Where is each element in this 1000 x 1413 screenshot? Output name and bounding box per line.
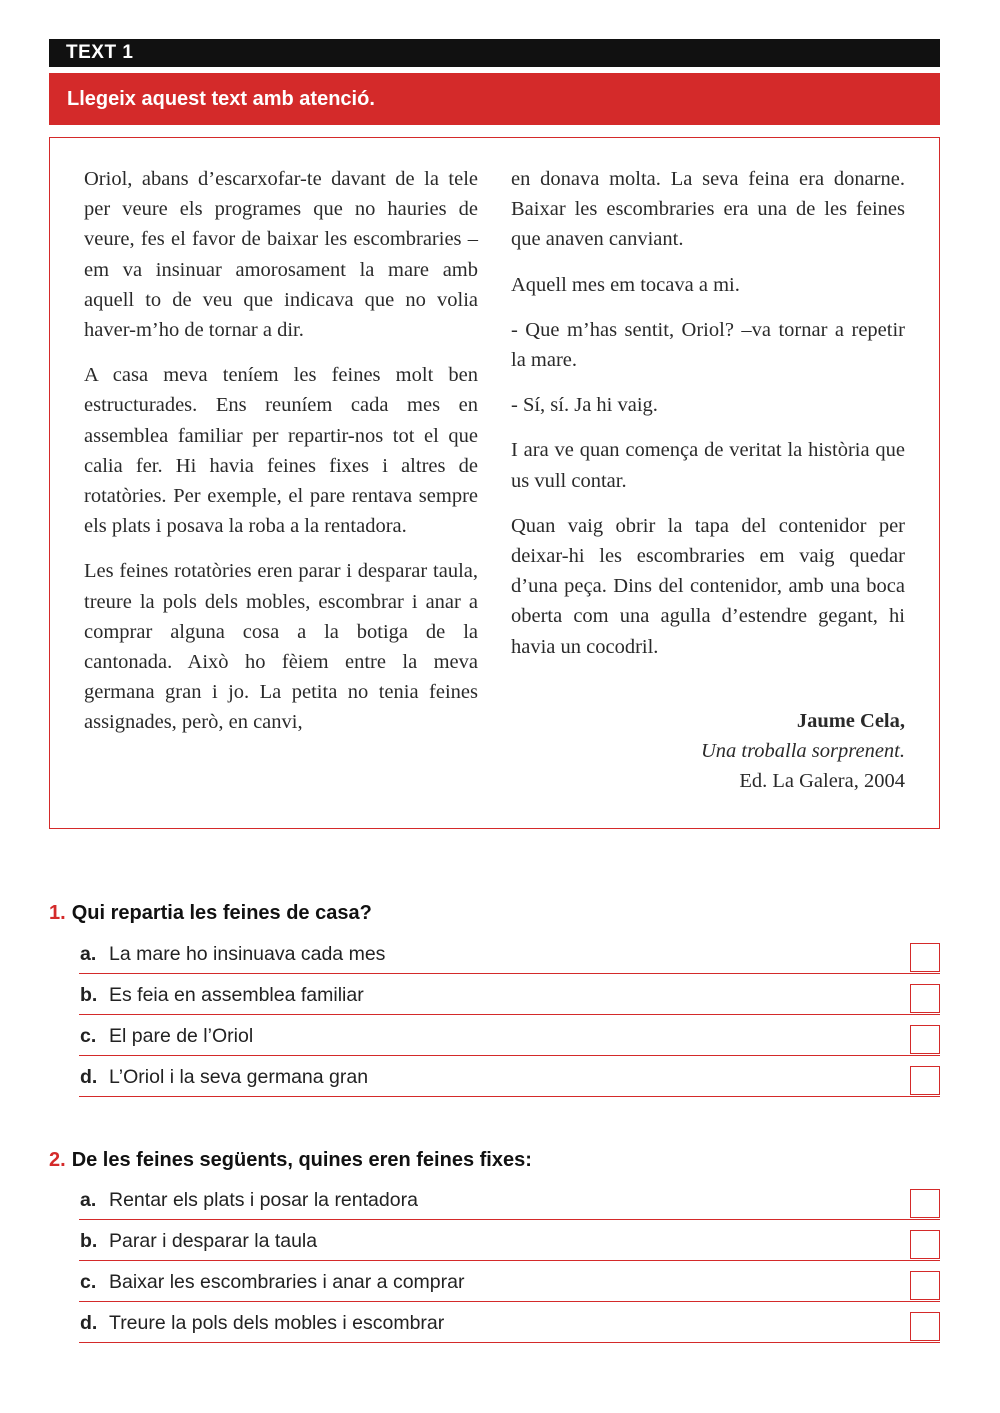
- answer-checkbox[interactable]: [910, 1189, 940, 1218]
- answer-option: [79, 1220, 940, 1261]
- question-2-options: [79, 1179, 940, 1343]
- reading-paragraph: A casa meva teníem les feines molt ben estructurades. Ens reuníem cada mes en assemblea familiar per repartir-nos tot el que calia fer. Hi havia feines fixes i altres de rotatòries. Per exemple, el pare rentava sempre els plats i posava la roba a la rentadora.: [84, 364, 478, 538]
- option-text: L’Oriol i la seva germana gran: [109, 1066, 369, 1088]
- option-text: Rentar els plats i posar la rentadora: [109, 1189, 418, 1211]
- instruction-banner: Llegeix aquest text amb atenció.: [49, 73, 940, 125]
- question-2: [49, 1149, 532, 1172]
- source-attribution: [701, 706, 905, 797]
- section-header: TEXT 1: [49, 39, 940, 67]
- reading-text-box: [49, 137, 940, 829]
- question-1: [49, 902, 372, 925]
- reading-paragraph: I ara ve quan comença de veritat la història que us vull contar.: [511, 439, 905, 492]
- question-text: De les feines següents, quines eren feines fixes:: [71, 1149, 532, 1171]
- reading-paragraph: - Que m’has sentit, Oriol? –va tornar a repetir la mare.: [511, 318, 905, 372]
- answer-option: [79, 1302, 940, 1343]
- option-text: Parar i desparar la taula: [109, 1230, 318, 1252]
- answer-checkbox[interactable]: [910, 1271, 940, 1300]
- reading-paragraph: Aquell mes em tocava a mi.: [511, 273, 740, 296]
- publisher: Ed. La Galera, 2004: [739, 770, 905, 793]
- option-letter: c.: [80, 1271, 97, 1293]
- answer-checkbox[interactable]: [910, 943, 940, 972]
- option-letter: c.: [80, 1025, 97, 1047]
- option-text: Baixar les escombraries i anar a comprar: [109, 1271, 465, 1293]
- answer-option: [79, 974, 940, 1015]
- option-letter: d.: [80, 1066, 98, 1088]
- question-1-options: [79, 933, 940, 1097]
- option-letter: b.: [80, 1230, 98, 1252]
- reading-column-left: [84, 164, 478, 738]
- answer-option: [79, 1056, 940, 1097]
- reading-paragraph: - Sí, sí. Ja hi vaig.: [511, 394, 658, 417]
- reading-paragraph: Quan vaig obrir la tapa del contenidor per deixar-hi les escombraries em vaig quedar d’una peça. Dins del contenidor, amb una boca oberta com una agulla d’estendre gegant, hi havia un cocodril.: [511, 514, 905, 658]
- answer-option: [79, 933, 940, 974]
- option-letter: b.: [80, 984, 98, 1006]
- answer-checkbox[interactable]: [910, 1025, 940, 1054]
- reading-column-right: [511, 164, 905, 662]
- answer-checkbox[interactable]: [910, 1230, 940, 1259]
- option-text: Es feia en assemblea familiar: [109, 984, 364, 1006]
- answer-option: [79, 1261, 940, 1302]
- option-letter: a.: [80, 943, 97, 965]
- question-number: 1.: [49, 902, 66, 924]
- question-text: Qui repartia les feines de casa?: [71, 902, 372, 924]
- reading-paragraph: Les feines rotatòries eren parar i desparar taula, treure la pols dels mobles, escombrar i anar a comprar alguna cosa a la botiga de la cantonada. Això ho fèiem entre la meva germana gran i jo. La petita no tenia feines assignades, però, en canvi,: [84, 560, 478, 734]
- option-text: Treure la pols dels mobles i escombrar: [109, 1312, 445, 1334]
- question-number: 2.: [49, 1149, 66, 1171]
- answer-option: [79, 1179, 940, 1220]
- answer-checkbox[interactable]: [910, 1066, 940, 1095]
- option-text: La mare ho insinuava cada mes: [109, 943, 386, 965]
- book-title: Una troballa sorprenent.: [700, 740, 905, 763]
- answer-checkbox[interactable]: [910, 1312, 940, 1341]
- author-name: Jaume Cela,: [796, 710, 905, 732]
- answer-checkbox[interactable]: [910, 984, 940, 1013]
- answer-option: [79, 1015, 940, 1056]
- option-letter: a.: [80, 1189, 97, 1211]
- reading-paragraph: en donava molta. La seva feina era donarne. Baixar les escombraries era una de les feines que anaven canviant.: [511, 168, 905, 251]
- option-letter: d.: [80, 1312, 98, 1334]
- option-text: El pare de l’Oriol: [109, 1025, 254, 1047]
- reading-paragraph: Oriol, abans d’escarxofar-te davant de la tele per veure els programes que no hauries de veure, fes el favor de baixar les escombraries –em va insinuar amorosament la mare amb aquell to de veu que indicava que no volia haver-m’ho de tornar a dir.: [84, 168, 478, 342]
